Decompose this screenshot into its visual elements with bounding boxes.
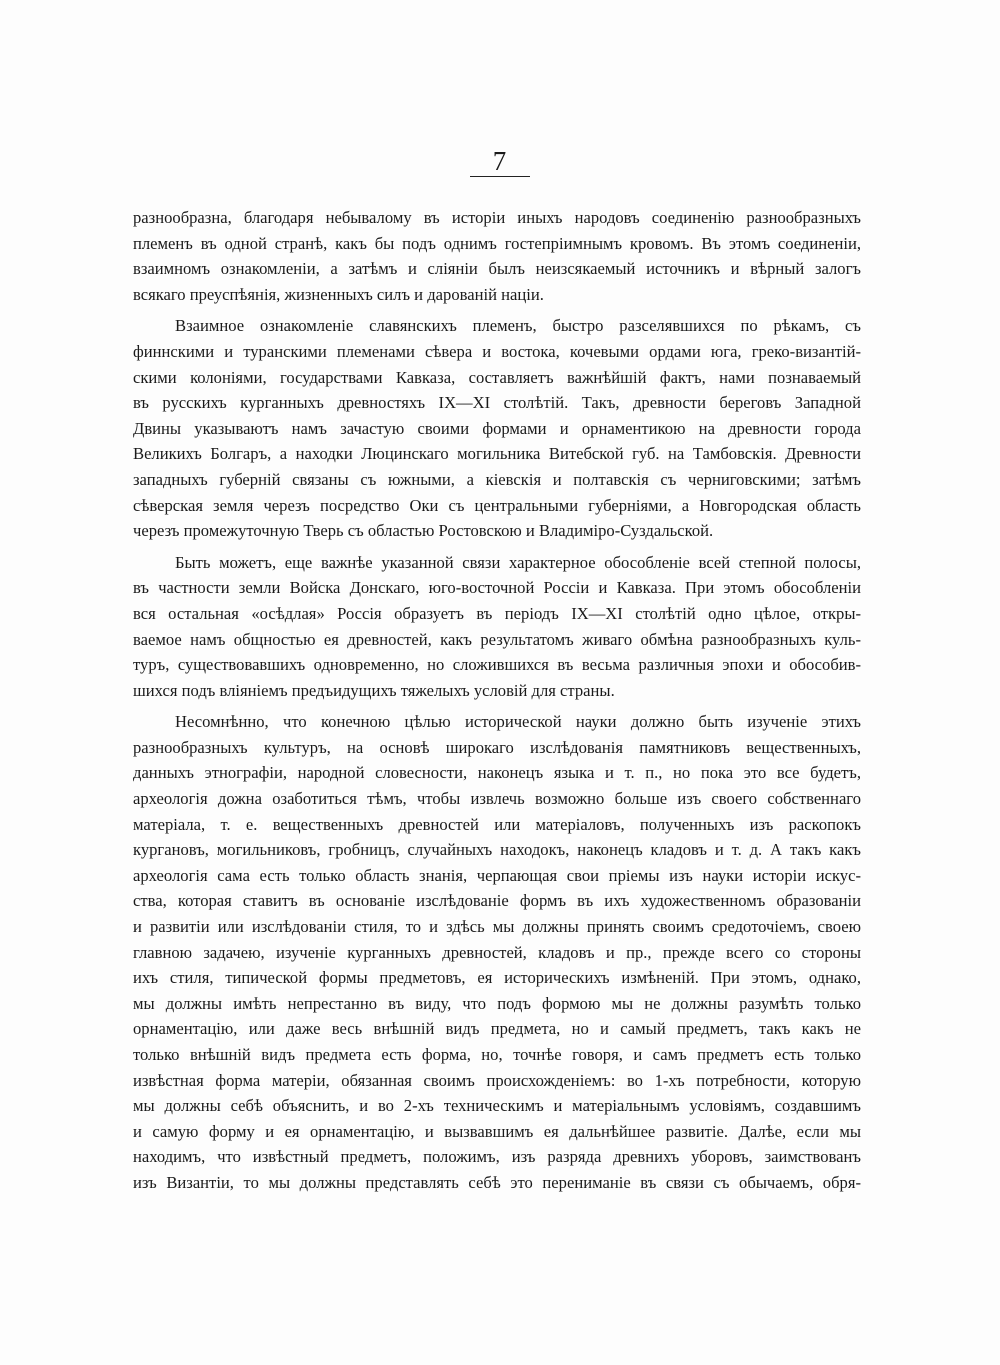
text-line: археологiя сама есть только область знанiя, черпающая свои прiемы изъ науки исторiи искус- xyxy=(133,865,861,885)
text-line: Быть можетъ, еще важнѣе указанной связи характерное обособленiе всей степной полосы, xyxy=(175,552,861,572)
text-line: и самую форму и ея орнаментацiю, и вызвавшимъ ея дальнѣйшее развитiе. Далѣе, если мы xyxy=(133,1121,861,1141)
text-line: орнаментацiю, или даже весь внѣшнiй видъ предмета, но и самый предметъ, такъ какъ не xyxy=(133,1019,861,1039)
text-line: племенъ въ одной странѣ, какъ бы подъ однимъ гостепрiимнымъ кровомъ. Въ этомъ соединенiи, xyxy=(133,233,861,253)
paragraph-1 xyxy=(133,205,861,307)
text-line: только внѣшнiй видъ предмета есть форма, но, точнѣе говоря, и самъ предметъ есть только xyxy=(133,1045,861,1064)
text-line: археологiя дожна озаботиться тѣмъ, чтобы извлечь возможно больше изъ своего собственнаго xyxy=(133,789,861,809)
text-line: главною задачею, изученiе курганныхъ древностей, кладовъ и пр., прежде всего со стороны xyxy=(133,942,861,962)
text-line: находимъ, что извѣстный предметъ, положимъ, изъ разряда древнихъ уборовъ, заимствованъ xyxy=(133,1147,861,1167)
text-line: финнскими и туранскими племенами сѣвера и востока, кочевыми ордами юга, греко-византiй- xyxy=(133,341,861,361)
text-line: въ частности земли Войска Донскаго, юго-восточной Россiи и Кавказа. При этомъ обособленiи xyxy=(133,578,861,598)
text-line: матерiала, т. е. вещественныхъ древностей или матерiаловъ, полученныхъ изъ раскопокъ xyxy=(133,814,861,834)
paragraph-4 xyxy=(133,709,861,1195)
text-line: Несомнѣнно, что конечною цѣлью исторической науки должно быть изученiе этихъ xyxy=(175,712,861,732)
text-line: западныхъ губернiй связаны съ южными, а кiевскiя и полтавскiя съ черниговскими; затѣмъ xyxy=(133,469,861,489)
text-line: туръ, существовавшихъ одновременно, но сложившихся въ весьма различныя эпохи и обособив- xyxy=(133,655,861,675)
text-line: кургановъ, могильниковъ, гробницъ, случайныхъ находокъ, наконецъ кладовъ и т. д. А такъ какъ xyxy=(133,840,861,860)
text-line: черезъ промежуточную Тверь съ областью Ростовскою и Владимiро-Суздальской. xyxy=(133,521,714,541)
page-number-rule xyxy=(470,176,530,177)
text-line: данныхъ этнографiи, народной словесности, наконецъ языка и т. п., но пока это все будетъ, xyxy=(133,763,861,783)
text-line: ства, которая ставитъ въ основанiе изслѣдованiе формъ въ ихъ художественномъ образованiи xyxy=(133,891,861,911)
text-line: извѣстная форма матерiи, обязанная своимъ происхожденiемъ: во 1-хъ потребности, которую xyxy=(133,1070,861,1090)
text-line: мы должны имѣть непрестанно въ виду, что подъ формою мы не должны разумѣть только xyxy=(133,993,861,1013)
text-line: шихся подъ влiянiемъ предъидущихъ тяжелыхъ условiй для страны. xyxy=(133,680,615,700)
body-text xyxy=(133,205,861,1202)
text-line: разнообразна, благодаря небывалому въ исторiи иныхъ народовъ соединенiю разнообразныхъ xyxy=(133,208,861,227)
text-line: Великихъ Болгаръ, а находки Люцинскаго могильника Витебской губ. на Тамбовскiя. Древности xyxy=(133,444,861,464)
text-line: разнообразныхъ культуръ, на основѣ широкаго изслѣдованiя памятниковъ вещественныхъ, xyxy=(133,737,861,757)
text-line: Двины указываютъ намъ зачастую своими формами и орнаментикою на древности города xyxy=(133,418,861,438)
text-line: въ русскихъ курганныхъ древностяхъ IX—XI столѣтiй. Такъ, древности береговъ Западной xyxy=(133,393,861,413)
text-line: изъ Византiи, то мы должны представлять себѣ это перениманiе въ связи съ обычаемъ, обря- xyxy=(133,1172,861,1192)
text-line: и развитiи или изслѣдованiи стиля, то и здѣсь мы должны принять своимъ средоточiемъ, своею xyxy=(133,917,861,937)
text-line: ваемое намъ общностью ея древностей, какъ результатомъ живаго обмѣна разнообразныхъ куль- xyxy=(133,629,861,649)
text-line: ихъ стиля, типической формы предметовъ, ея историческихъ измѣненiй. При этомъ, однако, xyxy=(133,968,861,988)
text-line: мы должны себѣ объяснить, и во 2-хъ техническимъ и матерiальнымъ условiямъ, создавшимъ xyxy=(133,1096,861,1116)
text-line: взаимномъ ознакомленiи, а затѣмъ и слiянiи былъ неизсякаемый источникъ и вѣрный залогъ xyxy=(133,259,861,279)
text-line: сѣверская земля черезъ посредство Оки съ центральными губернiями, а Новгородская область xyxy=(133,495,861,515)
text-line: Взаимное ознакомленiе славянскихъ племенъ, быстро разселявшихся по рѣкамъ, съ xyxy=(175,316,861,336)
text-line: всякаго преуспѣянiя, жизненныхъ силъ и дарованiй нацiи. xyxy=(133,284,544,304)
text-line: скими колонiями, государствами Кавказа, составляетъ важнѣйшiй фактъ, нами познаваемый xyxy=(133,367,861,387)
page-number: 7 xyxy=(492,146,508,176)
paragraph-3 xyxy=(133,550,861,704)
text-line: вся остальная «осѣдлая» Россiя образуетъ въ перiодъ IX—XI столѣтiй одно цѣлое, откры- xyxy=(133,603,861,623)
paragraph-2 xyxy=(133,313,861,543)
